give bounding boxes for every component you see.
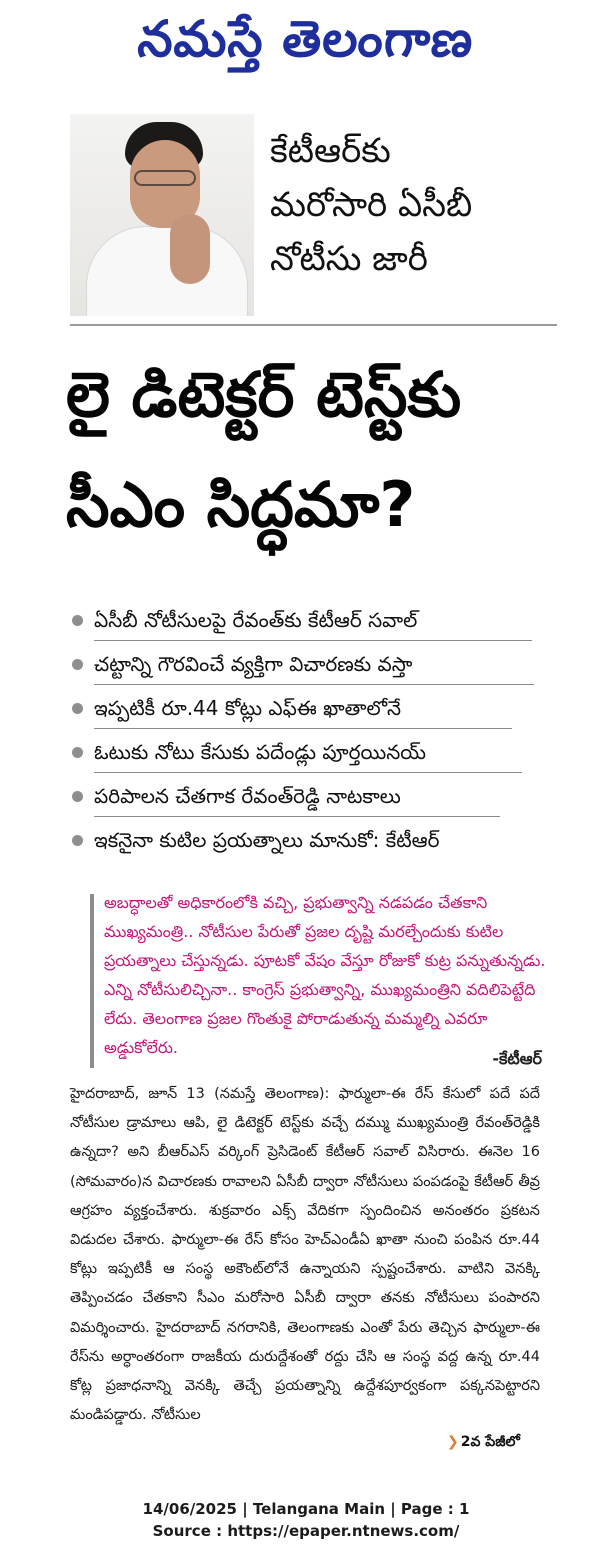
article-text: హైదరాబాద్‌, జూన్‌ 13 (నమస్తే తెలంగాణ): ఫార్ములా-ఈ రేస్‌ కేసులో పదే పదే నోటీసుల డ్రామాలు ఆపి, లై డిటెక్టర్‌ టెస్ట్‌కు వచ్చే దమ్ము ముఖ్యమంత్రి రేవంత్‌రెడ్డికి ఉన్నదా? అని బీఆర్‌ఎస్‌ వర్కింగ్‌ ప్రెసిడెంట్‌ కేటీఆర్‌ సవాల్‌ విసిరారు. ఈనెల 16 (సోమవారం)న విచారణకు రావాలని ఏసీబీ ద్వారా నోటీసులు పంపడంపై కేటీఆర్‌ తీవ్ర ఆగ్రహం వ్యక్తంచేశారు. శుక్రవారం ఎక్స్‌ వేదికగా స్పందించిన అనంతరం ప్రకటన విడుదల చేశారు. ఫార్ములా-ఈ రేస్‌ కోసం హెచ్‌ఎండీఏ ఖాతా నుంచి పంపిన రూ.44 కోట్లు ఇప్పటికీ ఆ సంస్థ అకౌంట్‌లోనే ఉన్నాయని స్పష్టంచేశారు. వాటిని వెనక్కి తెప్పించడం చేతకాని సీఎం మరోసారి ఏసీబీ ద్వారా తనకు నోటీసులు పంపారని విమర్శించారు. హైదరాబాద్‌ నగరానికి, తెలంగాణకు ఎంతో పేరు తెచ్చిన ఫార్ములా-ఈ రేస్‌ను అర్ధాంతరంగా రాజకీయ దురుద్దేశంతో రద్దు చేసి ఆ సంస్థ వద్ద ఉన్న రూ.44 కోట్ల ప్రజాధనాన్ని వెనక్కి తెచ్చే ప్రయత్నాన్ని ఉద్దేశపూర్వకంగా పక్కనపెట్టారని మండిపడ్డారు. నోటీసుల bbox=[70, 1086, 540, 1424]
photo-glasses bbox=[134, 170, 196, 186]
bullet-dot-icon bbox=[72, 747, 83, 758]
kicker-line: కేటీఆర్‌కు bbox=[270, 131, 391, 171]
bullet-text: పరిపాలన చేతగాక రేవంత్‌రెడ్డి నాటకాలు bbox=[94, 784, 401, 808]
bullet-item bbox=[70, 600, 540, 644]
bullet-underline bbox=[94, 772, 522, 773]
ktr-photo bbox=[70, 114, 254, 316]
bullet-dot-icon bbox=[72, 791, 83, 802]
photo-body bbox=[86, 226, 248, 316]
bullet-dot-icon bbox=[72, 659, 83, 670]
bullet-item bbox=[70, 820, 540, 864]
bullet-item bbox=[70, 644, 540, 688]
bullet-dot-icon bbox=[72, 615, 83, 626]
footer-source-line[interactable]: Source : https://epaper.ntnews.com/ bbox=[152, 1522, 460, 1540]
bullet-text: ఇప్పటికీ రూ.44 కోట్లు ఎఫ్‌ఈ ఖాతాలోనే bbox=[94, 696, 402, 720]
bullet-text: ఓటుకు నోటు కేసుకు పదేండ్లు పూర్తయినయ్‌ bbox=[94, 740, 426, 764]
photo-hand bbox=[170, 214, 210, 284]
arrow-icon: ❯ bbox=[447, 1434, 459, 1450]
quote-bar bbox=[90, 894, 94, 1068]
masthead bbox=[0, 6, 612, 72]
pull-quote bbox=[90, 888, 548, 1070]
bullet-item bbox=[70, 732, 540, 776]
kicker-line: నోటీసు జారీ bbox=[270, 239, 428, 279]
bullet-underline bbox=[94, 728, 512, 729]
bullet-underline bbox=[94, 684, 534, 685]
article-body bbox=[70, 1080, 540, 1430]
bullet-text: చట్టాన్ని గౌరవించే వ్యక్తిగా విచారణకు వస్తా bbox=[94, 652, 413, 676]
kicker-line: మరోసారి ఏసీబీ bbox=[270, 185, 473, 225]
highlight-bullets bbox=[70, 600, 540, 864]
headline-line: లై డిటెక్టర్‌ టెస్ట్‌కు bbox=[66, 358, 462, 431]
bullet-item bbox=[70, 776, 540, 820]
bullet-item bbox=[70, 688, 540, 732]
continued-on-page[interactable] bbox=[447, 1434, 520, 1453]
jump-label: 2వ పేజీలో bbox=[460, 1434, 520, 1450]
bullet-text: ఇకనైనా కుటిల ప్రయత్నాలు మానుకో: కేటీఆర్‌ bbox=[94, 828, 440, 852]
bullet-text: ఏసీబీ నోటీసులపై రేవంత్‌కు కేటీఆర్‌ సవాల్‌ bbox=[94, 608, 418, 632]
quote-text: అబద్ధాలతో అధికారంలోకి వచ్చి, ప్రభుత్వాన్ని నడపడం చేతకాని ముఖ్యమంత్రి.. నోటీసుల పేరుతో ప్రజల దృష్టి మరల్చేందుకు కుటిల ప్రయత్నాలు చేస్తున్నడు. పూటకో వేషం వేస్తూ రోజుకో కుట్ర పన్నుతున్నడు. ఎన్ని నోటీసులిచ్చినా.. కాంగ్రెస్‌ ప్రభుత్వాన్ని, ముఖ్యమంత్రిని వదిలిపెట్టేది లేదు. తెలంగాణ ప్రజల గొంతుకై పోరాడుతున్న మమ్మల్ని ఎవరూ అడ్డుకోలేరు. bbox=[104, 893, 546, 1057]
main-headline bbox=[66, 340, 566, 560]
divider bbox=[70, 324, 557, 326]
headline-line: సీఎం సిద్ధమా? bbox=[66, 468, 416, 541]
masthead-title: నమస్తే తెలంగాణ bbox=[136, 9, 476, 68]
kicker-headline bbox=[270, 124, 570, 286]
bullet-dot-icon bbox=[72, 703, 83, 714]
bullet-underline bbox=[94, 816, 500, 817]
quote-author: -కేటీఆర్‌ bbox=[492, 1049, 542, 1068]
bullet-dot-icon bbox=[72, 835, 83, 846]
bullet-underline bbox=[94, 640, 532, 641]
footer-date-line: 14/06/2025 | Telangana Main | Page : 1 bbox=[142, 1500, 470, 1518]
